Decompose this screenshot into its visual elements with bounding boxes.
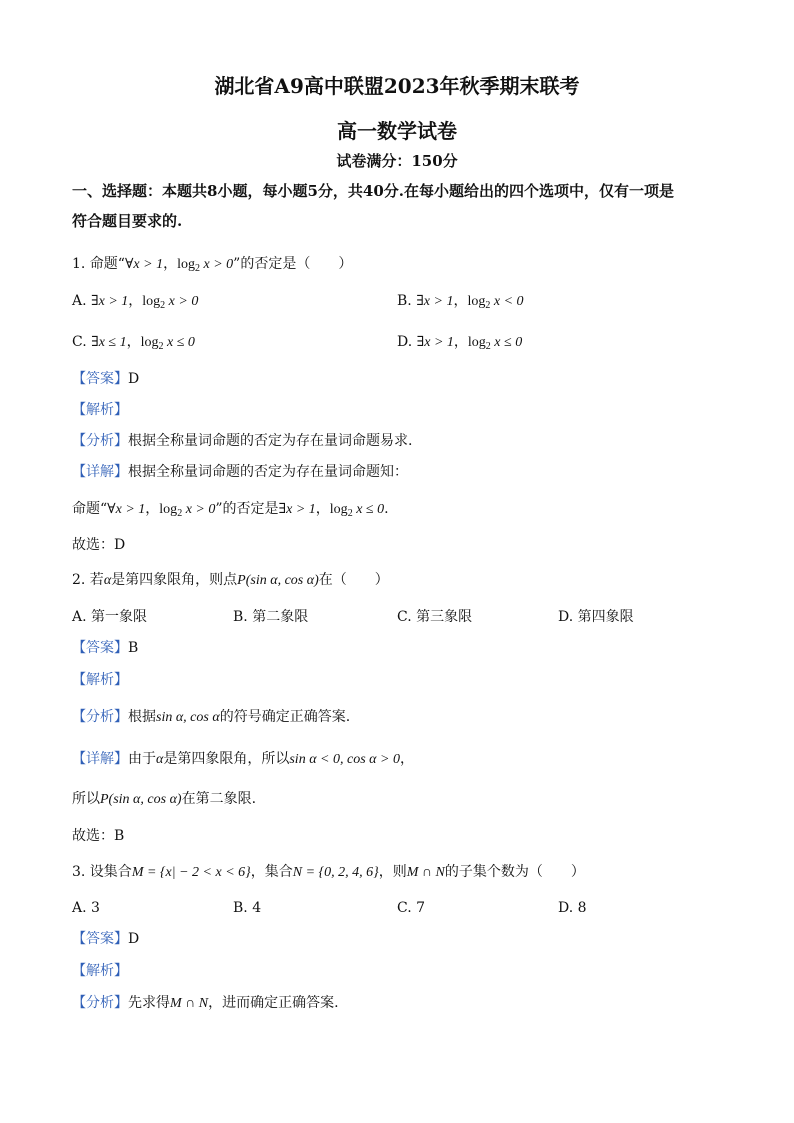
option-letter: A.	[72, 900, 87, 916]
stem-text: 的子集个数为（ ）	[444, 864, 585, 880]
option-math: ∃x > 1	[416, 294, 454, 309]
q1-stem-cond: x > 0	[199, 257, 234, 272]
q1-stem-sep: ，	[163, 256, 178, 272]
option-text: 第二象限	[252, 609, 309, 625]
stem-text: 是第四象限角，则点	[111, 572, 238, 588]
q2-fenxi	[72, 707, 350, 728]
option-text: 第一象限	[91, 609, 148, 625]
q3-jiexi	[72, 961, 128, 981]
section-heading-line1: 一、选择题：本题共8小题，每小题5分，共40分.在每小题给出的四个选项中，仅有一项是	[72, 182, 674, 200]
q3-option-b	[233, 898, 261, 918]
option-letter: D.	[397, 334, 413, 350]
option-log: log	[142, 294, 161, 309]
q3-option-c	[397, 898, 425, 918]
q1-stem	[72, 254, 352, 276]
detail-text: 所以	[72, 791, 100, 807]
detail-log-base: 2	[347, 508, 353, 519]
q1-stem-quantifier: ∀x > 1	[124, 257, 164, 272]
q2-option-d	[558, 607, 634, 627]
q1-stem-log-base: 2	[194, 263, 200, 274]
option-letter: C.	[397, 609, 412, 625]
full-score: 试卷满分：150分	[336, 152, 458, 170]
option-cond: x ≤ 0	[490, 335, 523, 350]
stem-math: P(sin α, cos α)	[237, 573, 319, 588]
q2-option-b	[233, 607, 308, 627]
fenxi-tag: 【分析】	[72, 433, 128, 449]
fenxi-text: 的符号确定正确答案.	[219, 709, 351, 725]
q3-answer	[72, 929, 139, 949]
xiangjie-math: sin α < 0, cos α > 0	[289, 752, 400, 767]
option-log-base: 2	[160, 300, 166, 311]
detail-log: log	[329, 502, 348, 517]
xiangjie-text: ，	[399, 751, 414, 767]
jiexi-tag: 【解析】	[72, 402, 128, 418]
stem-math: α	[103, 573, 112, 588]
q2-jiexi	[72, 670, 128, 690]
option-letter: D.	[558, 609, 574, 625]
detail-log: log	[159, 502, 178, 517]
stem-text: 在（ ）	[318, 572, 389, 588]
option-log-base: 2	[485, 341, 491, 352]
detail-math: P(sin α, cos α)	[100, 792, 182, 807]
q2-answer	[72, 638, 138, 658]
jiexi-tag: 【解析】	[72, 963, 128, 979]
detail-math: x > 0	[182, 502, 216, 517]
stem-text: 3. 设集合	[72, 864, 132, 880]
detail-math: ∃x > 1	[278, 502, 316, 517]
option-text: 第三象限	[416, 609, 473, 625]
fenxi-text: ，进而确定正确答案.	[208, 995, 339, 1011]
answer-tag: 【答案】	[72, 931, 128, 947]
q2-xiangjie	[72, 749, 414, 770]
fenxi-math: M ∩ N	[170, 996, 209, 1011]
option-letter: A.	[72, 293, 87, 309]
answer-tag: 【答案】	[72, 371, 128, 387]
option-letter: B.	[233, 609, 248, 625]
stem-text: 2. 若	[72, 572, 104, 588]
option-log-base: 2	[158, 341, 164, 352]
option-log: log	[467, 294, 486, 309]
xiangjie-text: 根据全称量词命题的否定为存在量词命题知：	[128, 464, 408, 480]
q1-detail: 命题“∀x > 1，$\log_2 x > 0$”的否定是∃x > 1，$\log_2 x \le 0$.	[72, 501, 389, 519]
stem-text: ，则	[378, 864, 407, 880]
q2-option-c	[397, 607, 472, 627]
option-letter: D.	[558, 900, 574, 916]
q2-detail	[72, 789, 256, 810]
q2-stem	[72, 570, 389, 591]
q3-option-d	[558, 898, 587, 918]
detail-math: ∀x > 1	[107, 502, 146, 517]
fenxi-math: sin α, cos α	[156, 710, 220, 725]
fenxi-text: 先求得	[128, 995, 170, 1011]
option-log-base: 2	[485, 300, 491, 311]
fenxi-text: 根据全称量词命题的否定为存在量词命题易求.	[128, 433, 413, 449]
q1-option-c: C. ∃x ≤ 1，$\log_2 x \le 0$	[72, 334, 195, 352]
q3-stem	[72, 862, 585, 883]
xiangjie-text: 是第四象限角，所以	[163, 751, 290, 767]
detail-text: ”的否定是	[215, 501, 279, 517]
option-text: 第四象限	[577, 609, 634, 625]
q1-fenxi	[72, 431, 412, 451]
exam-title: 湖北省A9高中联盟2023年秋季期末联考	[214, 74, 580, 98]
q1-option-d: D. ∃x > 1，$\log_2 x \le 0$	[397, 334, 523, 352]
option-letter: C.	[72, 334, 87, 350]
q1-xiangjie	[72, 462, 408, 482]
q1-jiexi	[72, 400, 128, 420]
option-cond: x ≤ 0	[163, 335, 195, 350]
xiangjie-tag: 【详解】	[72, 464, 128, 480]
answer-tag: 【答案】	[72, 640, 128, 656]
q1-stem-post: ”的否定是（ ）	[233, 256, 353, 272]
stem-text: ，集合	[250, 864, 293, 880]
section-heading-line2: 符合题目要求的.	[72, 212, 183, 230]
option-text: 3	[91, 900, 100, 916]
xiangjie-text: 由于	[128, 751, 156, 767]
option-log: log	[467, 335, 486, 350]
fenxi-tag: 【分析】	[72, 709, 128, 725]
stem-math: N = {0, 2, 4, 6}	[292, 865, 379, 880]
option-math: ∃x > 1	[416, 335, 454, 350]
q1-option-a: A. ∃x > 1，$\log_2 x > 0$	[72, 293, 199, 311]
option-letter: A.	[72, 609, 87, 625]
q3-fenxi	[72, 993, 339, 1014]
detail-text: 在第二象限.	[181, 791, 257, 807]
q1-answer	[72, 369, 139, 389]
option-log: log	[140, 335, 159, 350]
detail-log-base: 2	[177, 508, 183, 519]
q2-guxuan: 故选：B	[72, 828, 125, 844]
detail-text: .	[384, 501, 389, 517]
detail-math: x ≤ 0	[352, 502, 385, 517]
option-text: 7	[416, 900, 426, 916]
answer-value: B	[128, 640, 139, 656]
option-letter: C.	[397, 900, 412, 916]
option-text: 4	[252, 900, 262, 916]
option-letter: B.	[397, 293, 412, 309]
option-text: 8	[577, 900, 587, 916]
stem-math: M = {x| − 2 < x < 6}	[131, 865, 251, 880]
q1-stem-pre: 1. 命题“	[72, 256, 125, 272]
exam-subtitle: 高一数学试卷	[337, 119, 457, 143]
xiangjie-math: α	[156, 752, 164, 767]
fenxi-text: 根据	[128, 709, 156, 725]
option-math: ∃x > 1	[91, 294, 129, 309]
answer-value: D	[128, 931, 140, 947]
fenxi-tag: 【分析】	[72, 995, 128, 1011]
q2-option-a	[72, 607, 147, 627]
q3-option-a	[72, 898, 100, 918]
answer-value: D	[128, 371, 140, 387]
option-cond: x < 0	[490, 294, 524, 309]
option-math: ∃x ≤ 1	[91, 335, 127, 350]
xiangjie-tag: 【详解】	[72, 751, 128, 767]
q1-stem-log: log	[177, 257, 195, 272]
option-cond: x > 0	[165, 294, 199, 309]
option-letter: B.	[233, 900, 248, 916]
q1-option-b: B. ∃x > 1，$\log_2 x < 0$	[397, 293, 524, 311]
q1-guxuan: 故选：D	[72, 537, 126, 553]
detail-text: 命题“	[72, 501, 108, 517]
stem-math: M ∩ N	[406, 865, 445, 880]
jiexi-tag: 【解析】	[72, 672, 128, 688]
